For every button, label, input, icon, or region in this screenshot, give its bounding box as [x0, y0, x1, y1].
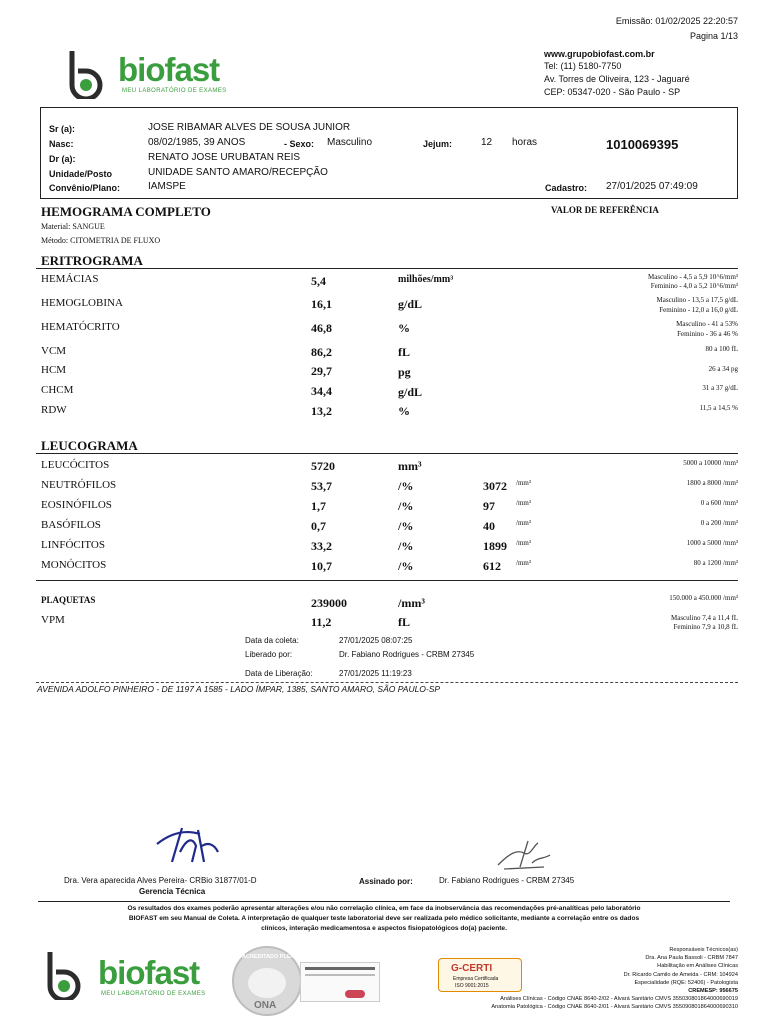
unit-address: AVENIDA ADOLFO PINHEIRO - DE 1197 A 1585 - LADO ÍMPAR, 1385, SANTO AMARO, SÃO PAULO-SP — [37, 684, 441, 694]
row-unit: /% — [398, 539, 414, 553]
row-unit: /% — [398, 499, 414, 513]
row-absolute: 97 — [483, 499, 495, 513]
row-unit: /% — [398, 559, 414, 573]
divider — [36, 580, 738, 581]
row-ref: 80 a 100 fL — [705, 345, 738, 353]
doctor-name: RENATO JOSE URUBATAN REIS — [148, 152, 301, 163]
row-unit: pg — [398, 365, 411, 379]
footer-brand-logo — [44, 948, 224, 1002]
card-line — [305, 974, 375, 976]
row-ref: Feminino - 36 a 46 % — [677, 330, 738, 338]
unit-label: Unidade/Posto — [49, 169, 113, 179]
fasting-unit: horas — [512, 137, 538, 148]
ona-seal-text: ACREDITADO PLENO — [242, 954, 299, 960]
row-value: 34,4 — [311, 384, 332, 398]
row-absolute-unit: /mm³ — [516, 559, 531, 567]
technical-responsibles — [491, 946, 738, 1012]
row-name: BASÓFILOS — [41, 519, 101, 531]
tech-line: CREMESP: 956675 — [688, 988, 738, 995]
row-absolute-unit: /mm³ — [516, 499, 531, 507]
disclaimer-line: Os resultados dos exames poderão apresentar alterações e/ou não correlação clínica, em face da inobservância das recomendações pré-analíticas pelo laboratório — [127, 905, 641, 912]
method: Método: CITOMETRIA DE FLUXO — [41, 236, 161, 245]
doctor-label: Dr (a): — [49, 154, 76, 164]
row-ref: Masculino - 4,5 a 5,9 10^6/mm³ — [648, 273, 738, 281]
tech-line: Anatomia Patológica - Código CNAE 8640-2/01 - Alvará Sanitário CMVS 355090801864000690310 — [491, 1004, 738, 1011]
sex-label: - Sexo: — [284, 139, 315, 149]
row-value: 13,2 — [311, 404, 332, 418]
row-ref: 31 a 37 g/dL — [702, 384, 738, 392]
exam-title: HEMOGRAMA COMPLETO — [41, 204, 211, 219]
row-name: CHCM — [41, 384, 74, 396]
disclaimer-line: clínicos, interação medicamentosa e aspectos fisiopatológicos do(a) paciente. — [261, 925, 507, 932]
divider — [36, 682, 738, 683]
divider — [36, 268, 738, 269]
row-unit: g/dL — [398, 297, 423, 311]
ona-seal — [232, 946, 302, 1016]
row-ref: 0 a 600 /mm³ — [700, 499, 738, 507]
platelets-label: PLAQUETAS — [41, 595, 96, 605]
platelets-value: 239000 — [311, 596, 347, 610]
patient-name: JOSE RIBAMAR ALVES DE SOUSA JUNIOR — [148, 122, 351, 133]
tech-line: Dra. Ana Paula Bassoli - CRBM 7847 — [645, 955, 738, 962]
row-name: EOSINÓFILOS — [41, 499, 112, 511]
row-name: MONÓCITOS — [41, 559, 107, 571]
order-number: 1010069395 — [606, 137, 679, 152]
platelets-unit: /mm³ — [398, 596, 425, 610]
row-value: 86,2 — [311, 345, 332, 359]
gcert-sub: Empresa Certificada — [453, 976, 499, 982]
material: Material: SANGUE — [41, 222, 105, 231]
eritrograma-title: ERITROGRAMA — [41, 253, 143, 268]
released-by-label: Liberado por: — [245, 650, 293, 659]
row-absolute-unit: /mm³ — [516, 519, 531, 527]
platelets-ref: 150.000 a 450.000 /mm³ — [669, 594, 738, 602]
left-signer-role: Gerencia Técnica — [139, 887, 206, 896]
biofast-logo-icon — [44, 948, 84, 1000]
page-number: Pagina 1/13 — [689, 31, 738, 41]
row-unit: % — [398, 404, 410, 418]
gcert-text: G-CERTI — [451, 963, 493, 974]
row-value: 53,7 — [311, 479, 332, 493]
row-value: 5720 — [311, 459, 335, 473]
row-unit: milhões/mm³ — [398, 274, 454, 285]
right-signer-name: Dr. Fabiano Rodrigues - CRBM 27345 — [439, 876, 575, 885]
row-value: 10,7 — [311, 559, 332, 573]
row-ref: 5000 a 10000 /mm³ — [683, 459, 738, 467]
tech-line: Especialidade (RQE: 52406) - Patologista — [634, 979, 738, 986]
cep: CEP: 05347-020 - São Paulo - SP — [544, 87, 681, 97]
left-signer-name: Dra. Vera aparecida Alves Pereira- CRBio 31877/01-D — [64, 876, 257, 885]
card-line — [305, 967, 375, 970]
row-name: VCM — [41, 345, 67, 357]
emission-date: Emissão: 01/02/2025 22:20:57 — [615, 16, 738, 26]
row-absolute-unit: /mm³ — [516, 479, 531, 487]
row-ref: 0 a 200 /mm³ — [700, 519, 738, 527]
row-name: HEMATÓCRITO — [41, 321, 120, 333]
ibes-mark — [345, 990, 365, 998]
brand-tagline: MEU LABORATÓRIO DE EXAMES — [122, 88, 227, 94]
fasting-value: 12 — [481, 137, 493, 148]
row-name: HCM — [41, 364, 67, 376]
website-link[interactable]: www.grupobiofast.com.br — [544, 49, 655, 59]
signature-image-left — [152, 822, 222, 872]
row-value: 1,7 — [311, 499, 326, 513]
reference-title: VALOR DE REFERÊNCIA — [551, 205, 659, 215]
row-name: HEMÁCIAS — [41, 273, 99, 285]
tech-line: Habilitação em Análises Clínicas — [657, 963, 738, 970]
row-ref: Masculino - 13,5 a 17,5 g/dL — [656, 296, 738, 304]
accreditation-card — [300, 962, 380, 1002]
row-absolute-unit: /mm³ — [516, 539, 531, 547]
signed-by-label: Assinado por: — [359, 877, 413, 886]
vpm-value: 11,2 — [311, 615, 332, 629]
row-ref: 1800 a 8000 /mm³ — [686, 479, 738, 487]
row-name: NEUTRÓFILOS — [41, 479, 117, 491]
row-ref: 11,5 a 14,5 % — [699, 404, 738, 412]
row-unit: /% — [398, 519, 414, 533]
row-absolute: 1899 — [483, 539, 507, 553]
row-name: HEMOGLOBINA — [41, 297, 123, 309]
released-by: Dr. Fabiano Rodrigues - CRBM 27345 — [339, 650, 475, 659]
divider — [38, 901, 730, 902]
release-date-label: Data de Liberação: — [245, 669, 313, 678]
release-date: 27/01/2025 11:19:23 — [339, 669, 412, 678]
register-date: 27/01/2025 07:49:09 — [606, 181, 698, 192]
row-value: 16,1 — [311, 297, 332, 311]
row-ref: Masculino - 41 a 53% — [676, 320, 738, 328]
row-absolute: 3072 — [483, 479, 507, 493]
row-value: 33,2 — [311, 539, 332, 553]
row-ref: Feminino - 4,0 a 5,2 10^6/mm³ — [650, 282, 738, 290]
row-absolute: 612 — [483, 559, 501, 573]
vpm-unit: fL — [398, 615, 410, 629]
ona-seal-emblem — [248, 968, 286, 998]
biofast-logo-icon — [66, 47, 106, 99]
brand-logo — [66, 47, 246, 101]
row-ref: 1000 a 5000 /mm³ — [686, 539, 738, 547]
brand-name: biofast — [118, 51, 220, 88]
row-unit: /% — [398, 479, 414, 493]
birth-date: 08/02/1985, 39 ANOS — [148, 137, 246, 148]
plan-value: IAMSPE — [148, 181, 186, 192]
row-name: LINFÓCITOS — [41, 539, 105, 551]
phone: Tel: (11) 5180-7750 — [544, 61, 622, 71]
disclaimer-line: BIOFAST em seu Manual de Coleta. A interpretação de qualquer teste laboratorial deve ser realizada pelo médico solicitante, mediante a correlação entre os dados — [128, 915, 640, 922]
footer-brand-name: biofast — [98, 954, 200, 991]
disclaimer — [38, 904, 730, 934]
row-unit: % — [398, 321, 410, 335]
row-name: LEUCÓCITOS — [41, 459, 110, 471]
row-ref: 80 a 1200 /mm³ — [693, 559, 738, 567]
address: Av. Torres de Oliveira, 123 - Jaguaré — [544, 74, 690, 84]
gcert-sub: ISO 9001:2015 — [455, 983, 489, 989]
birth-label: Nasc: — [49, 139, 74, 149]
signature-image-right — [494, 835, 554, 875]
leucograma-title: LEUCOGRAMA — [41, 438, 138, 453]
unit-value: UNIDADE SANTO AMARO/RECEPÇÃO — [148, 167, 328, 178]
row-unit: g/dL — [398, 385, 423, 399]
row-value: 0,7 — [311, 519, 326, 533]
divider — [36, 453, 738, 454]
vpm-ref: Masculino 7,4 a 11,4 fL — [670, 614, 738, 622]
row-value: 46,8 — [311, 321, 332, 335]
row-value: 29,7 — [311, 364, 332, 378]
vpm-ref: Feminino 7,9 a 10,8 fL — [673, 623, 738, 631]
vpm-label: VPM — [41, 614, 65, 626]
ona-brand: ONA — [254, 1000, 277, 1011]
row-ref: 26 a 34 pg — [708, 365, 738, 373]
register-label: Cadastro: — [545, 183, 588, 193]
patient-name-label: Sr (a): — [49, 124, 76, 134]
row-absolute: 40 — [483, 519, 495, 533]
tech-line: Dr. Ricardo Camilo de Ameida - CRM: 104924 — [623, 971, 738, 978]
row-name: RDW — [41, 404, 67, 416]
fasting-label: Jejum: — [423, 139, 453, 149]
row-value: 5,4 — [311, 274, 326, 288]
collection-date: 27/01/2025 08:07:25 — [339, 636, 413, 645]
collection-label: Data da coleta: — [245, 636, 299, 645]
sex-value: Masculino — [327, 137, 373, 148]
tech-title: Responsáveis Técnicos(as) — [669, 947, 738, 953]
plan-label: Convênio/Plano: — [49, 183, 121, 193]
footer-brand-tagline: MEU LABORATÓRIO DE EXAMES — [101, 991, 206, 997]
tech-line: Análises Clínicas - Código CNAE 8640-2/02 - Alvará Sanitário CMVS 355030801864000690019 — [500, 996, 738, 1003]
row-ref: Feminino - 12,0 a 16,0 g/dL — [659, 306, 738, 314]
row-unit: mm³ — [398, 459, 422, 473]
row-unit: fL — [398, 345, 410, 359]
